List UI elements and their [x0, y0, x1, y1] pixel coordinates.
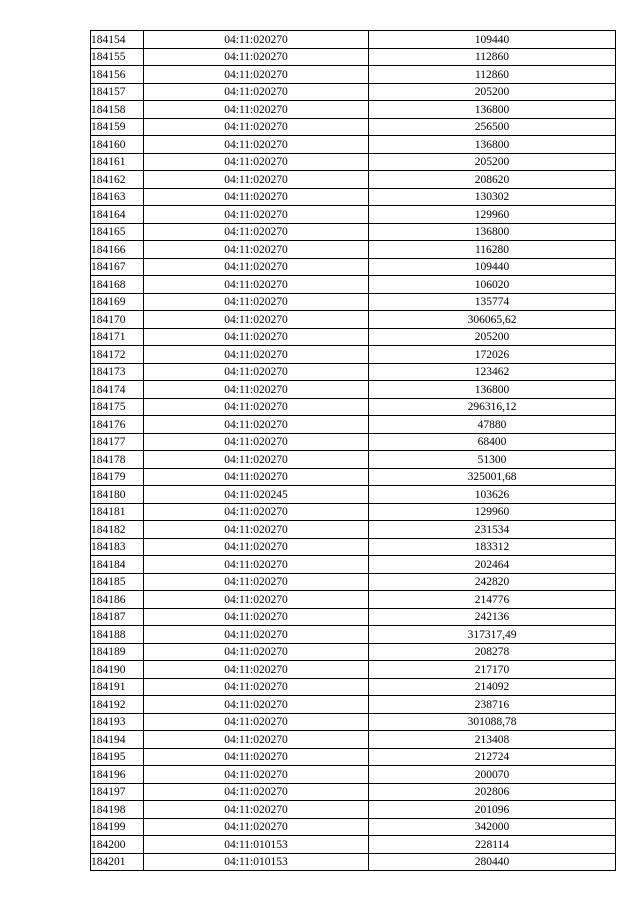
cadastral-code-cell: 04:11:020270 — [144, 766, 369, 784]
row-id-cell: 184154 — [91, 31, 144, 49]
value-cell: 208278 — [369, 643, 616, 661]
table-body — [91, 31, 616, 871]
table-row — [91, 766, 616, 784]
table-row — [91, 678, 616, 696]
value-cell: 231534 — [369, 521, 616, 539]
table-row — [91, 66, 616, 84]
cadastral-code-cell: 04:11:020270 — [144, 591, 369, 609]
row-id-cell: 184186 — [91, 591, 144, 609]
value-cell: 212724 — [369, 748, 616, 766]
row-id-cell: 184165 — [91, 223, 144, 241]
table-row — [91, 381, 616, 399]
cadastral-code-cell: 04:11:010153 — [144, 853, 369, 871]
cadastral-code-cell: 04:11:020270 — [144, 608, 369, 626]
value-cell: 129960 — [369, 503, 616, 521]
cadastral-code-cell: 04:11:020270 — [144, 398, 369, 416]
cadastral-code-cell: 04:11:020270 — [144, 328, 369, 346]
value-cell: 280440 — [369, 853, 616, 871]
table-row — [91, 696, 616, 714]
value-cell: 172026 — [369, 346, 616, 364]
value-cell: 213408 — [369, 731, 616, 749]
cadastral-code-cell: 04:11:020270 — [144, 276, 369, 294]
cadastral-code-cell: 04:11:020270 — [144, 503, 369, 521]
row-id-cell: 184181 — [91, 503, 144, 521]
cadastral-code-cell: 04:11:020270 — [144, 171, 369, 189]
value-cell: 296316,12 — [369, 398, 616, 416]
cadastral-code-cell: 04:11:020270 — [144, 206, 369, 224]
cadastral-code-cell: 04:11:020270 — [144, 661, 369, 679]
value-cell: 135774 — [369, 293, 616, 311]
value-cell: 136800 — [369, 101, 616, 119]
cadastral-code-cell: 04:11:020270 — [144, 643, 369, 661]
value-cell: 123462 — [369, 363, 616, 381]
row-id-cell: 184174 — [91, 381, 144, 399]
table-row — [91, 83, 616, 101]
table-row — [91, 486, 616, 504]
row-id-cell: 184160 — [91, 136, 144, 154]
value-cell: 51300 — [369, 451, 616, 469]
table-row — [91, 118, 616, 136]
table-row — [91, 573, 616, 591]
cadastral-code-cell: 04:11:020270 — [144, 66, 369, 84]
value-cell: 317317,49 — [369, 626, 616, 644]
row-id-cell: 184171 — [91, 328, 144, 346]
cadastral-code-cell: 04:11:020270 — [144, 783, 369, 801]
cadastral-code-cell: 04:11:020270 — [144, 451, 369, 469]
row-id-cell: 184163 — [91, 188, 144, 206]
table-row — [91, 731, 616, 749]
cadastral-code-cell: 04:11:020270 — [144, 363, 369, 381]
cadastral-code-cell: 04:11:020270 — [144, 818, 369, 836]
value-cell: 103626 — [369, 486, 616, 504]
value-cell: 238716 — [369, 696, 616, 714]
value-cell: 301088,78 — [369, 713, 616, 731]
cadastral-code-cell: 04:11:020270 — [144, 48, 369, 66]
value-cell: 112860 — [369, 66, 616, 84]
row-id-cell: 184189 — [91, 643, 144, 661]
value-cell: 183312 — [369, 538, 616, 556]
value-cell: 208620 — [369, 171, 616, 189]
row-id-cell: 184176 — [91, 416, 144, 434]
row-id-cell: 184200 — [91, 836, 144, 854]
row-id-cell: 184158 — [91, 101, 144, 119]
value-cell: 130302 — [369, 188, 616, 206]
table-row — [91, 451, 616, 469]
value-cell: 129960 — [369, 206, 616, 224]
table-row — [91, 206, 616, 224]
row-id-cell: 184182 — [91, 521, 144, 539]
row-id-cell: 184169 — [91, 293, 144, 311]
row-id-cell: 184170 — [91, 311, 144, 329]
row-id-cell: 184161 — [91, 153, 144, 171]
row-id-cell: 184184 — [91, 556, 144, 574]
row-id-cell: 184191 — [91, 678, 144, 696]
cadastral-code-cell: 04:11:010153 — [144, 836, 369, 854]
value-cell: 136800 — [369, 223, 616, 241]
cadastral-code-cell: 04:11:020270 — [144, 188, 369, 206]
cadastral-code-cell: 04:11:020270 — [144, 83, 369, 101]
row-id-cell: 184162 — [91, 171, 144, 189]
value-cell: 205200 — [369, 153, 616, 171]
cadastral-code-cell: 04:11:020270 — [144, 433, 369, 451]
cadastral-code-cell: 04:11:020270 — [144, 101, 369, 119]
row-id-cell: 184197 — [91, 783, 144, 801]
table-row — [91, 626, 616, 644]
row-id-cell: 184185 — [91, 573, 144, 591]
row-id-cell: 184183 — [91, 538, 144, 556]
cadastral-code-cell: 04:11:020270 — [144, 346, 369, 364]
table-row — [91, 661, 616, 679]
cadastral-code-cell: 04:11:020270 — [144, 241, 369, 259]
row-id-cell: 184198 — [91, 801, 144, 819]
table-row — [91, 713, 616, 731]
value-cell: 116280 — [369, 241, 616, 259]
value-cell: 136800 — [369, 381, 616, 399]
table-row — [91, 363, 616, 381]
cadastral-code-cell: 04:11:020270 — [144, 556, 369, 574]
cadastral-code-cell: 04:11:020270 — [144, 381, 369, 399]
value-cell: 68400 — [369, 433, 616, 451]
cadastral-code-cell: 04:11:020270 — [144, 31, 369, 49]
row-id-cell: 184175 — [91, 398, 144, 416]
cadastral-code-cell: 04:11:020270 — [144, 136, 369, 154]
table-row — [91, 241, 616, 259]
row-id-cell: 184157 — [91, 83, 144, 101]
cadastral-code-cell: 04:11:020270 — [144, 468, 369, 486]
table-row — [91, 468, 616, 486]
value-cell: 242820 — [369, 573, 616, 591]
value-cell: 256500 — [369, 118, 616, 136]
table-row — [91, 818, 616, 836]
row-id-cell: 184159 — [91, 118, 144, 136]
value-cell: 342000 — [369, 818, 616, 836]
table-row — [91, 433, 616, 451]
table-row — [91, 293, 616, 311]
cadastral-code-cell: 04:11:020270 — [144, 748, 369, 766]
table-row — [91, 503, 616, 521]
row-id-cell: 184155 — [91, 48, 144, 66]
table-row — [91, 521, 616, 539]
row-id-cell: 184193 — [91, 713, 144, 731]
cadastral-code-cell: 04:11:020270 — [144, 731, 369, 749]
table-row — [91, 136, 616, 154]
cadastral-code-cell: 04:11:020270 — [144, 696, 369, 714]
table-row — [91, 416, 616, 434]
cadastral-code-cell: 04:11:020270 — [144, 538, 369, 556]
row-id-cell: 184195 — [91, 748, 144, 766]
row-id-cell: 184201 — [91, 853, 144, 871]
value-cell: 205200 — [369, 83, 616, 101]
row-id-cell: 184179 — [91, 468, 144, 486]
table-row — [91, 328, 616, 346]
cadastral-code-cell: 04:11:020270 — [144, 626, 369, 644]
cadastral-code-cell: 04:11:020270 — [144, 801, 369, 819]
row-id-cell: 184188 — [91, 626, 144, 644]
table-row — [91, 223, 616, 241]
table-row — [91, 258, 616, 276]
data-table — [90, 30, 616, 871]
cadastral-code-cell: 04:11:020270 — [144, 293, 369, 311]
cadastral-code-cell: 04:11:020270 — [144, 118, 369, 136]
table-row — [91, 591, 616, 609]
row-id-cell: 184166 — [91, 241, 144, 259]
value-cell: 325001,68 — [369, 468, 616, 486]
row-id-cell: 184177 — [91, 433, 144, 451]
cadastral-code-cell: 04:11:020270 — [144, 521, 369, 539]
table-row — [91, 171, 616, 189]
value-cell: 202464 — [369, 556, 616, 574]
table-row — [91, 783, 616, 801]
table-row — [91, 853, 616, 871]
value-cell: 214092 — [369, 678, 616, 696]
value-cell: 201096 — [369, 801, 616, 819]
table-row — [91, 311, 616, 329]
value-cell: 242136 — [369, 608, 616, 626]
table-row — [91, 748, 616, 766]
table-row — [91, 801, 616, 819]
table-row — [91, 556, 616, 574]
cadastral-code-cell: 04:11:020245 — [144, 486, 369, 504]
value-cell: 112860 — [369, 48, 616, 66]
value-cell: 205200 — [369, 328, 616, 346]
table-row — [91, 538, 616, 556]
cadastral-code-cell: 04:11:020270 — [144, 153, 369, 171]
value-cell: 109440 — [369, 31, 616, 49]
row-id-cell: 184199 — [91, 818, 144, 836]
row-id-cell: 184164 — [91, 206, 144, 224]
cadastral-code-cell: 04:11:020270 — [144, 223, 369, 241]
row-id-cell: 184178 — [91, 451, 144, 469]
value-cell: 228114 — [369, 836, 616, 854]
row-id-cell: 184196 — [91, 766, 144, 784]
value-cell: 217170 — [369, 661, 616, 679]
table-row — [91, 608, 616, 626]
row-id-cell: 184192 — [91, 696, 144, 714]
row-id-cell: 184190 — [91, 661, 144, 679]
table-row — [91, 48, 616, 66]
row-id-cell: 184172 — [91, 346, 144, 364]
value-cell: 106020 — [369, 276, 616, 294]
row-id-cell: 184168 — [91, 276, 144, 294]
value-cell: 306065,62 — [369, 311, 616, 329]
value-cell: 200070 — [369, 766, 616, 784]
row-id-cell: 184167 — [91, 258, 144, 276]
table-row — [91, 101, 616, 119]
cadastral-code-cell: 04:11:020270 — [144, 713, 369, 731]
table-row — [91, 31, 616, 49]
table-row — [91, 398, 616, 416]
table-row — [91, 188, 616, 206]
table-row — [91, 276, 616, 294]
cadastral-code-cell: 04:11:020270 — [144, 311, 369, 329]
cadastral-code-cell: 04:11:020270 — [144, 416, 369, 434]
table-row — [91, 643, 616, 661]
value-cell: 47880 — [369, 416, 616, 434]
cadastral-code-cell: 04:11:020270 — [144, 573, 369, 591]
table-row — [91, 346, 616, 364]
cadastral-code-cell: 04:11:020270 — [144, 258, 369, 276]
value-cell: 109440 — [369, 258, 616, 276]
value-cell: 214776 — [369, 591, 616, 609]
value-cell: 136800 — [369, 136, 616, 154]
row-id-cell: 184180 — [91, 486, 144, 504]
row-id-cell: 184156 — [91, 66, 144, 84]
row-id-cell: 184194 — [91, 731, 144, 749]
table-row — [91, 836, 616, 854]
row-id-cell: 184187 — [91, 608, 144, 626]
row-id-cell: 184173 — [91, 363, 144, 381]
value-cell: 202806 — [369, 783, 616, 801]
table-row — [91, 153, 616, 171]
cadastral-code-cell: 04:11:020270 — [144, 678, 369, 696]
